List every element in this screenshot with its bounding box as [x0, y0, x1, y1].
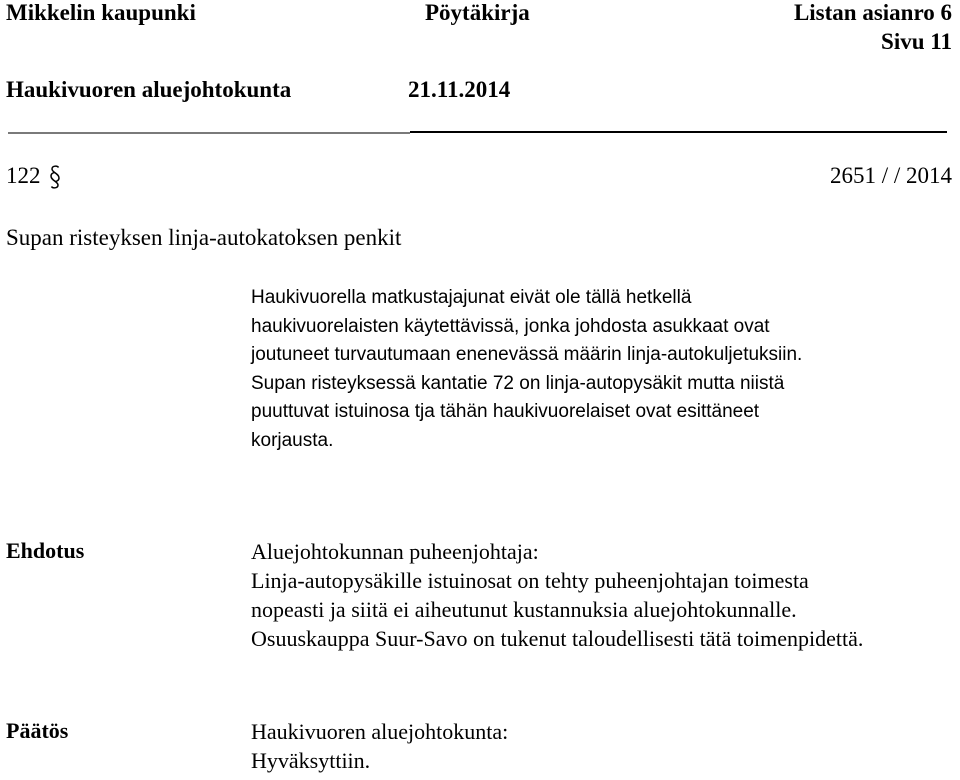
section-number: 122 [6, 163, 41, 188]
organization-name: Mikkelin kaupunki [6, 0, 196, 25]
body-line: Supan risteyksessä kantatie 72 on linja-autopysäkit mutta niistä [251, 372, 785, 394]
body-line: korjausta. [251, 429, 334, 451]
proposal-line: nopeasti ja siitä ei aiheutunut kustannuksia aluejohtokunnalle. [251, 597, 797, 622]
item-number-label: Listan asianro 6 [793, 0, 952, 25]
decision-label: Päätös [6, 718, 69, 743]
body-line: Haukivuorella matkustajajunat eivät ole tällä hetkellä [251, 287, 692, 308]
item-body [251, 284, 802, 455]
page-number-label: Sivu 11 [881, 29, 952, 54]
header-rule-right [410, 131, 947, 133]
proposal-line: Linja-autopysäkille istuinosat on tehty puheenjohtajan toimesta [251, 568, 809, 593]
section-sign-icon [49, 164, 59, 186]
document-type: Pöytäkirja [425, 0, 530, 25]
body-line: puuttuvat istuinosa tja tähän haukivuorelaiset ovat esittäneet [251, 401, 760, 422]
meeting-date: 21.11.2014 [408, 77, 511, 102]
proposal-text [251, 537, 863, 653]
decision-line: Haukivuoren aluejohtokunta: [251, 719, 509, 744]
proposal-line: Aluejohtokunnan puheenjohtaja: [251, 539, 539, 564]
item-title: Supan risteyksen linja-autokatoksen penkit [6, 225, 402, 250]
section-number-row [6, 163, 59, 189]
proposal-label: Ehdotus [6, 538, 85, 563]
decision-line: Hyväksyttiin. [251, 748, 371, 773]
proposal-line: Osuuskauppa Suur-Savo on tukenut taloudellisesti tätä toimenpidettä. [251, 626, 864, 651]
record-number: 2651 / / 2014 [829, 163, 952, 188]
decision-text [251, 717, 508, 775]
body-line: joutuneet turvautumaan enenevässä määrin linja-autokuljetuksiin. [251, 344, 803, 365]
body-line: haukivuorelaisten käytettävissä, jonka johdosta asukkaat ovat [251, 315, 770, 337]
committee-name: Haukivuoren aluejohtokunta [6, 77, 292, 102]
header-rule-left [8, 132, 410, 134]
